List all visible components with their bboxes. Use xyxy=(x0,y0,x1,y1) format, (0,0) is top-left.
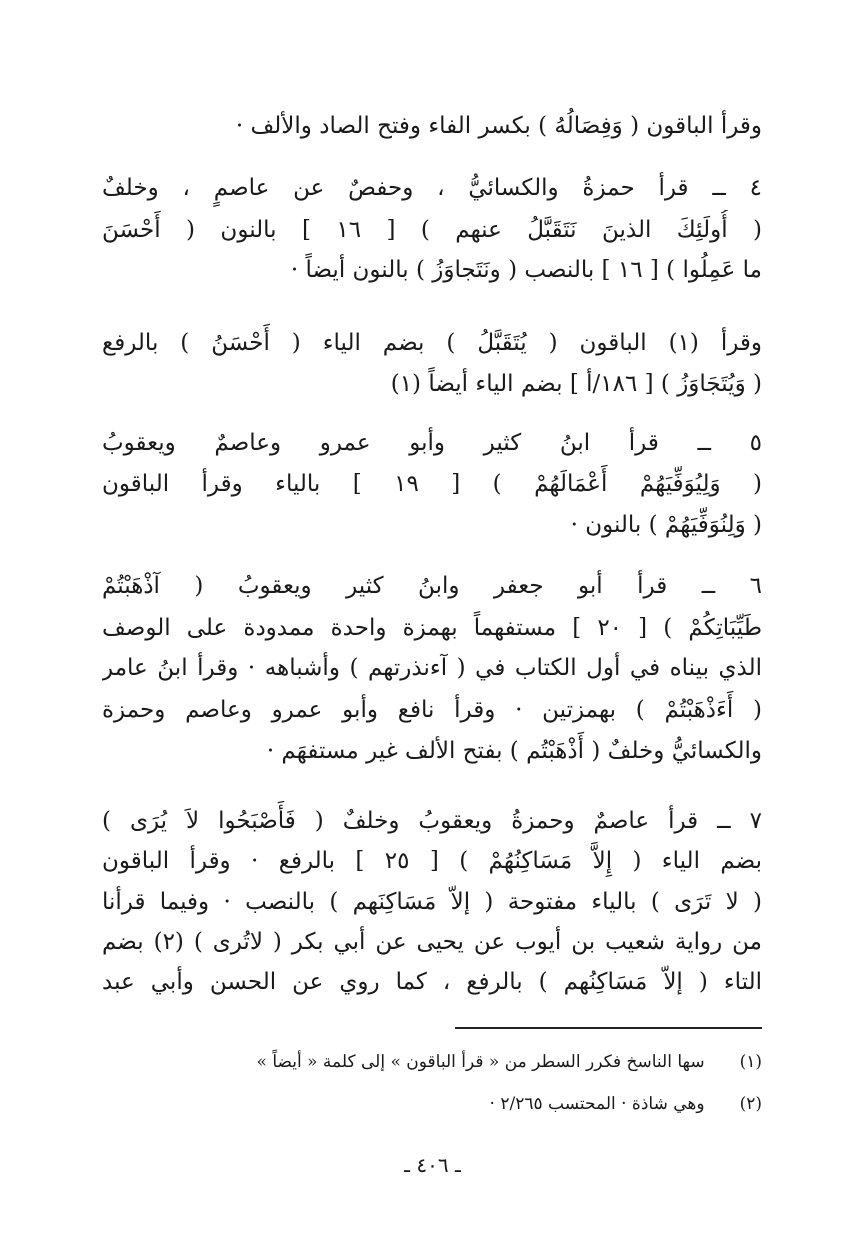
text-line: الذي بيناه في أول الكتاب في ( آءنذرتهم ) وأشباهه · وقرأ ابنُ عامر xyxy=(102,655,762,681)
footnote-number: (١) xyxy=(739,1052,762,1072)
text-line: بضم الياء ( إِلاَّ مَسَاكِنُهُمْ ) [ ٢٥ ] بالرفع · وقرأ الباقون xyxy=(102,848,762,874)
text-line: ٧ ــ قرأ عاصمٌ وحمزةُ ويعقوبُ وخلفٌ ( فَأَصْبَحُوا لاَ يُرَى ) xyxy=(102,808,762,834)
text-line: والكسائيُّ وخلفٌ ( أَذْهَبْتُم ) بفتح الألف غير مستفهَم · xyxy=(266,738,762,764)
footnote-text: وهي شاذة · المحتسب ٢/٢٦٥ · xyxy=(489,1094,705,1114)
page-number: ـ ٤٠٦ ـ xyxy=(404,1153,461,1177)
footnote-text: سها الناسخ فكرر السطر من « قرأ الباقون » إلى كلمة « أيضاً » xyxy=(256,1052,705,1072)
text-line: طَيِّبَاتِكُمْ ) [ ٢٠ ] مستفهماً بهمزة واحدة ممدودة على الوصف xyxy=(102,615,762,641)
footnote-number: (٢) xyxy=(739,1094,762,1114)
text-line: وقرأ (١) الباقون ( يُتَقَبَّلُ ) بضم الياء ( أَحْسَنُ ) بالرفع xyxy=(102,330,762,356)
text-line: من رواية شعيب بن أيوب عن يحيى عن أبي بكر ( لاتُرى ) (٢) بضم xyxy=(102,929,762,955)
footnote-separator xyxy=(455,1027,762,1029)
text-line: ( أَءَذْهَبْتُمْ ) بهمزتين · وقرأ نافع وأبو عمرو وعاصم وحمزة xyxy=(102,697,762,723)
text-line: ٥ ــ قرأ ابنُ كثير وأبو عمرو وعاصمٌ ويعقوبُ xyxy=(102,430,762,456)
text-line: ( وَيُتَجَاوَزُ ) [ ١٨٦/أ ] بضم الياء أيضاً (١) xyxy=(390,371,762,397)
text-line: ( وَلِيُوَفِّيَهُمْ أَعْمَالَهُمْ ) [ ١٩ ] بالياء وقرأ الباقون xyxy=(102,471,762,497)
text-line: ( لا تَرَى ) بالياء مفتوحة ( إلاّ مَسَاكِنَهم ) بالنصب · وفيما قرأنا xyxy=(102,889,762,915)
text-line: ٤ ــ قرأ حمزةُ والكسائيُّ ، وحفصٌ عن عاصمٍ ، وخلفٌ xyxy=(102,175,762,201)
footnote xyxy=(102,1049,762,1075)
text-line: ما عَمِلُوا ) [ ١٦ ] بالنصب ( ونَتَجاوَزُ ) بالنون أيضاً · xyxy=(290,257,762,283)
text-line: وقرأ الباقون ( وَفِصَالُهُ ) بكسر الفاء وفتح الصاد والألف · xyxy=(235,113,762,139)
text-line: التاء ( إلاّ مَسَاكِنُهم ) بالرفع ، كما روي عن الحسن وأبي عبد xyxy=(102,969,762,995)
text-line: ( وَلِنُوَفِّيَهُمْ ) بالنون · xyxy=(570,512,762,538)
text-line: ( أُولَئِكَ الذينَ نَتَقَبَّلُ عنهم ) [ ١٦ ] بالنون ( أَحْسَنَ xyxy=(102,217,762,243)
text-line: ٦ ــ قرأ أبو جعفر وابنُ كثير ويعقوبُ ( آذْهَبْتُمْ xyxy=(102,573,762,599)
footnote xyxy=(102,1091,762,1117)
